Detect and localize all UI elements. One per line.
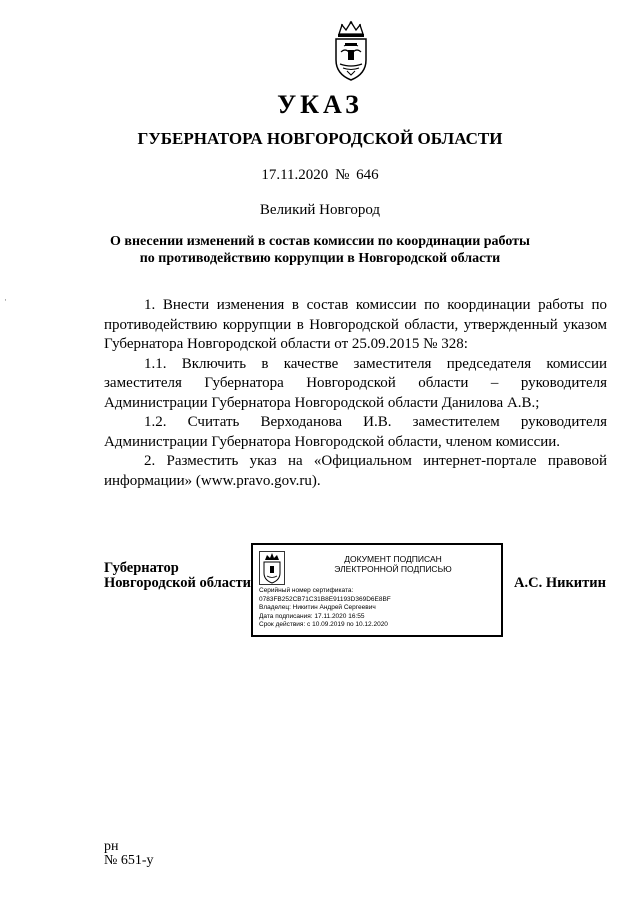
cert-owner: Владелец: Никитин Андрей Сергеевич <box>259 604 376 612</box>
executor-initials: рн <box>104 839 119 854</box>
registration-number: № 651-у <box>104 853 154 868</box>
paragraph-1-2: 1.2. Считать Верходанова И.В. заместителем руководителя Администрации Губернатора Новгородской области, членом комиссии. <box>104 414 607 450</box>
subject-line-2: по противодействию коррупции в Новгородской области <box>139 251 501 266</box>
decree-body <box>104 296 607 491</box>
stamp-heading <box>303 554 483 574</box>
issuer-title: ГУБЕРНАТОРА НОВГОРОДСКОЙ ОБЛАСТИ <box>137 129 503 148</box>
issue-date: 17.11.2020 <box>261 167 329 183</box>
cert-validity: Срок действия: с 10.09.2019 по 10.12.2020 <box>259 621 388 629</box>
number-sign: № <box>335 167 350 183</box>
signer-name: А.С. Никитин <box>514 575 606 591</box>
electronic-signature-stamp <box>251 543 503 637</box>
margin-mark: · <box>4 295 7 305</box>
registration-footer <box>104 840 154 868</box>
decree-subject <box>0 233 640 267</box>
coat-of-arms-icon <box>330 20 372 82</box>
stamp-coat-of-arms-icon <box>259 551 285 585</box>
paragraph-2: 2. Разместить указ на «Официальном интернет-портале правовой информации» (www.pravo.gov.ru). <box>104 453 607 489</box>
signing-date: Дата подписания: 17.11.2020 16:55 <box>259 612 365 620</box>
stamp-heading-line-1: ДОКУМЕНТ ПОДПИСАН <box>344 554 442 564</box>
decree-number: 646 <box>356 167 379 183</box>
stamp-heading-line-2: ЭЛЕКТРОННОЙ ПОДПИСЬЮ <box>334 564 452 574</box>
paragraph-1: 1. Внести изменения в состав комиссии по координации работы по противодействию коррупции в Новгородской области, утвержденный указом Губернатора Новгородской области от 25.09.2015 № 328: <box>104 297 607 352</box>
place-of-issue: Великий Новгород <box>259 202 381 218</box>
paragraph-1-1: 1.1. Включить в качестве заместителя председателя комиссии заместителя Губернатора Новгородской области – руководителя Администрации Губернатора Новгородской области Данилова А.В.; <box>104 355 607 411</box>
signer-position <box>104 561 251 591</box>
document-title: УКАЗ <box>277 90 363 119</box>
cert-serial: 0783FB252CB71C31B8E91193D369D6E8BF <box>259 595 391 603</box>
date-number-line <box>0 167 640 184</box>
subject-line-1: О внесении изменений в состав комиссии по координации работы <box>110 234 530 249</box>
cert-label: Серийный номер сертификата: <box>259 587 354 594</box>
signer-position-line-2: Новгородской области <box>104 575 251 591</box>
certificate-details <box>259 587 391 630</box>
signer-position-line-1: Губернатор <box>104 560 179 576</box>
